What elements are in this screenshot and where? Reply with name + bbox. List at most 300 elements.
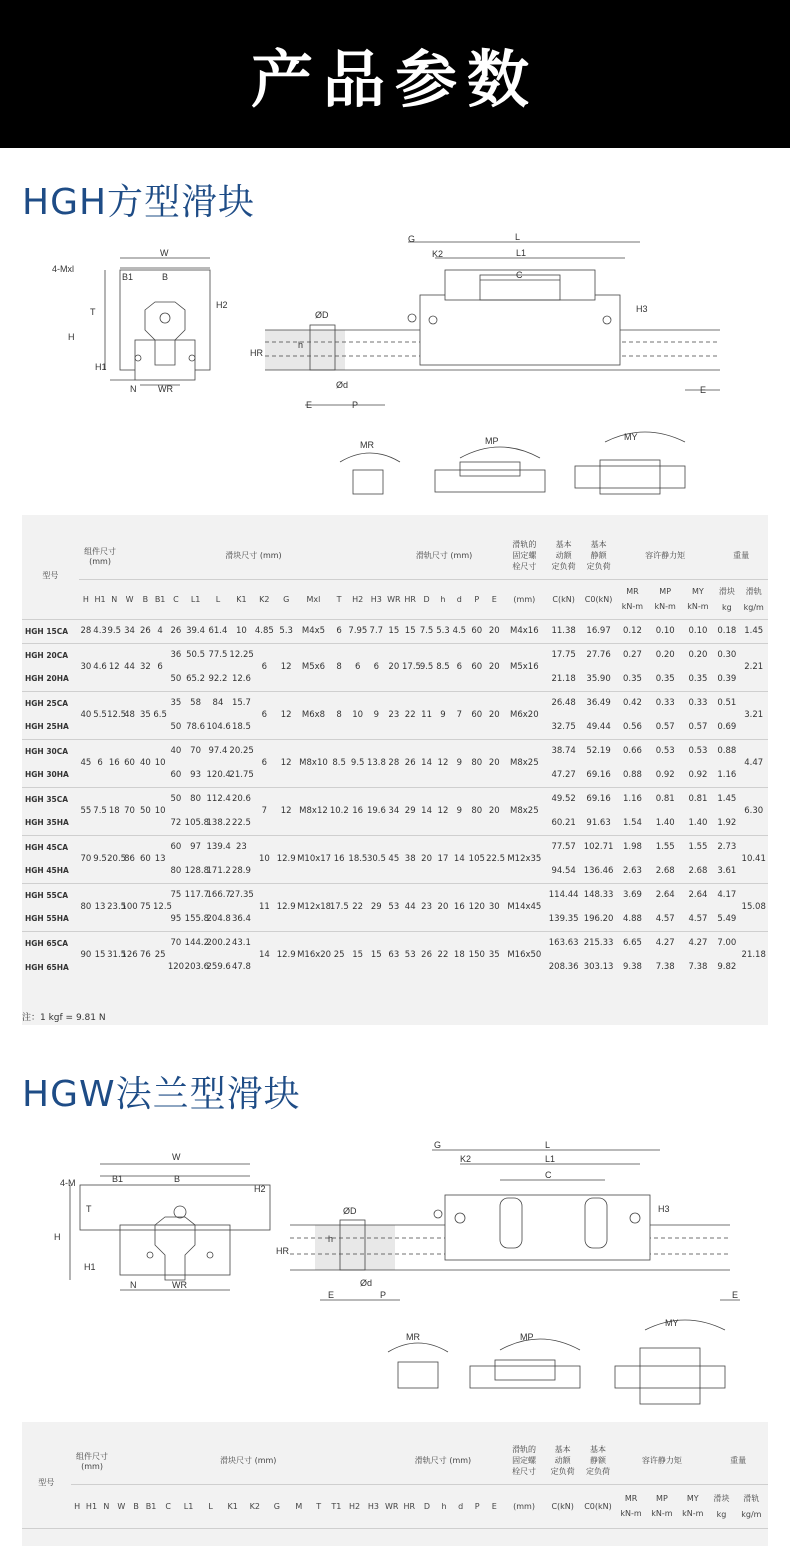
value-cell: 61.4: [207, 619, 230, 643]
label-H2: H2: [216, 300, 228, 310]
hgw-subcol-4: B: [129, 1484, 143, 1528]
shared-cell: 14: [451, 835, 467, 883]
hgw-subcol-15: H2: [345, 1484, 364, 1528]
value-cell: M4x16: [503, 619, 547, 643]
shared-cell: 6: [153, 643, 167, 691]
shared-cell: 29: [402, 787, 418, 835]
value-cell: 0.92: [688, 769, 708, 780]
model-cell: HGH 15CA: [22, 619, 79, 643]
value-cell: 16.97: [581, 619, 616, 643]
value-cell: 0.35: [655, 673, 675, 684]
shared-cell: 10: [153, 739, 167, 787]
hgh-subcol-19: h: [435, 579, 451, 619]
model-cell: HGH 45CA: [22, 835, 79, 859]
hgw-subcol-13: T: [310, 1484, 328, 1528]
shared-cell: 10: [153, 787, 167, 835]
hgw-grp-dyn: 基本 动额 定负荷: [545, 1438, 580, 1484]
label-H3: H3: [636, 304, 648, 314]
value-cell: 60: [170, 769, 182, 780]
value-cell: 60.21: [551, 817, 576, 828]
shared-cell: 120: [468, 883, 487, 931]
shared-cell: 14: [253, 931, 275, 979]
table-row: [22, 739, 768, 763]
hgw-subcol-29: MY kN-m: [677, 1484, 708, 1528]
shared-cell: 7.5: [93, 787, 107, 835]
shared-cell: 7: [253, 787, 275, 835]
hgw-subcol-30: 滑块 kg: [708, 1484, 734, 1528]
shared-cell: 10: [253, 835, 275, 883]
value-cell: 139.35: [548, 913, 579, 924]
shared-cell: M16x50: [503, 931, 547, 979]
hgh-grp-weight: 重量: [714, 533, 768, 579]
shared-cell: 20: [486, 643, 502, 691]
value-cell: 27.76: [581, 643, 616, 667]
shared-cell: 20: [435, 883, 451, 931]
shared-cell: 9.5: [418, 643, 434, 691]
hgw-label-d: Ød: [360, 1278, 373, 1288]
value-cell: 4.5: [451, 619, 467, 643]
hgw-grp-assembly: 组件尺寸 (mm): [71, 1438, 114, 1484]
hgw-subcol-9: K1: [222, 1484, 244, 1528]
hgh-subcol-16: WR: [386, 579, 402, 619]
shared-cell: 15: [348, 931, 367, 979]
value-cell: 36.49: [581, 691, 616, 715]
value-cell: 136.46: [583, 865, 614, 876]
value-cell: 104.6: [206, 721, 231, 732]
shared-cell: M6x20: [503, 691, 547, 739]
hgw-table-panel: [22, 1422, 768, 1546]
value-cell: 303.13: [583, 962, 614, 972]
shared-cell: 34: [386, 787, 402, 835]
value-cell: 138.2: [206, 817, 231, 828]
value-cell: 1.54: [622, 817, 642, 828]
shared-cell: 6: [253, 691, 275, 739]
shared-cell: 35: [486, 931, 502, 979]
shared-cell: 63: [386, 931, 402, 979]
hgw-subcol-27: MR kN-m: [616, 1484, 647, 1528]
shared-cell: 16: [348, 787, 367, 835]
hgw-spec-table: [22, 1438, 768, 1529]
shared-cell: 7: [451, 691, 467, 739]
hgh-drawing: [40, 230, 740, 500]
value-cell: 4: [153, 619, 167, 643]
value-cell: 117.7: [185, 883, 207, 907]
hgw-grp-block: 滑块尺寸 (mm): [114, 1438, 383, 1484]
value-cell: 28: [79, 619, 93, 643]
hgw-label-E2: E: [732, 1290, 739, 1300]
value-cell: 2.73: [714, 835, 739, 859]
model-cell: HGH 20CA: [22, 643, 79, 667]
hgh-subcol-22: E: [486, 579, 502, 619]
shared-cell: 53: [386, 883, 402, 931]
model-cell: HGH 45HA: [25, 866, 69, 876]
shared-cell: 17.5: [330, 883, 349, 931]
value-cell: 97: [185, 835, 207, 859]
shared-cell: 6: [367, 643, 386, 691]
shared-cell: 76: [138, 931, 153, 979]
shared-cell: 17: [435, 835, 451, 883]
value-cell: 0.33: [682, 691, 715, 715]
shared-cell: 30.5: [367, 835, 386, 883]
shared-cell: 3.21: [739, 691, 768, 739]
model-cell: HGH 55CA: [22, 883, 79, 907]
hgw-subcol-6: C: [159, 1484, 178, 1528]
value-cell: 105.8: [184, 817, 210, 828]
shared-cell: M8x25: [503, 787, 547, 835]
value-cell: 70: [185, 739, 207, 763]
shared-cell: 60: [468, 691, 487, 739]
shared-cell: 12.9: [275, 835, 297, 883]
value-cell: 65.2: [186, 673, 206, 684]
value-cell: 0.88: [622, 769, 642, 780]
hgw-subcol-19: D: [418, 1484, 436, 1528]
shared-cell: M8x10: [297, 739, 330, 787]
hgh-subcol-24: C(kN): [546, 579, 581, 619]
shared-cell: M5x16: [503, 643, 547, 691]
shared-cell: M12x35: [503, 835, 547, 883]
hgw-label-B: B: [174, 1174, 181, 1184]
value-cell: 1.16: [616, 787, 649, 811]
model-cell: HGH 30HA: [25, 770, 69, 780]
shared-cell: 6.30: [739, 787, 768, 835]
value-cell: 20.25: [229, 739, 253, 763]
shared-cell: 12: [275, 691, 297, 739]
value-cell: 36: [167, 643, 184, 667]
hgw-subcol-16: H3: [364, 1484, 383, 1528]
hgh-subcol-29: 滑块 kg: [714, 579, 739, 619]
value-cell: 2.64: [649, 883, 682, 907]
value-cell: 4.57: [655, 913, 675, 924]
hgw-subcol-5: B1: [143, 1484, 158, 1528]
shared-cell: 26: [402, 739, 418, 787]
label-N: N: [130, 384, 137, 394]
shared-cell: 53: [402, 931, 418, 979]
value-cell: 0.53: [649, 739, 682, 763]
hgw-subcol-17: WR: [383, 1484, 401, 1528]
value-cell: 139.4: [207, 835, 230, 859]
value-cell: 35: [167, 691, 184, 715]
value-cell: 0.51: [714, 691, 739, 715]
value-cell: 7.38: [655, 962, 675, 972]
shared-cell: 22.5: [486, 835, 502, 883]
value-cell: 40: [167, 739, 184, 763]
hgw-subcol-20: h: [436, 1484, 453, 1528]
value-cell: 1.40: [655, 817, 675, 828]
value-cell: 203.6: [184, 962, 210, 972]
value-cell: 4.88: [622, 913, 642, 924]
value-cell: 259.6: [206, 962, 231, 972]
hgh-subcol-28: MY kN-m: [682, 579, 715, 619]
value-cell: 171.2: [206, 865, 231, 876]
hgh-grp-moment: 容许静力矩: [616, 533, 714, 579]
label-HR: HR: [250, 348, 263, 358]
value-cell: 0.35: [622, 673, 642, 684]
hgh-subcol-10: K2: [253, 579, 275, 619]
label-H: H: [68, 332, 75, 342]
hgw-drawing: [40, 1130, 740, 1410]
hgh-section-title: HGH方型滑块: [22, 182, 256, 223]
value-cell: 0.20: [682, 643, 715, 667]
value-cell: 6: [330, 619, 349, 643]
shared-cell: 50: [138, 787, 153, 835]
value-cell: 47.27: [551, 769, 576, 780]
table-row: [22, 883, 768, 907]
value-cell: 208.36: [548, 962, 579, 972]
value-cell: 155.8: [184, 913, 210, 924]
value-cell: 12.6: [231, 673, 251, 684]
model-cell: HGH 55HA: [25, 914, 69, 924]
shared-cell: 10.2: [330, 787, 349, 835]
value-cell: 70: [167, 931, 184, 955]
value-cell: 28.9: [231, 865, 251, 876]
value-cell: 18.5: [231, 721, 251, 732]
hgh-subcol-21: P: [468, 579, 487, 619]
shared-cell: 20: [486, 691, 502, 739]
table-row: [22, 787, 768, 811]
label-MR: MR: [360, 440, 374, 450]
shared-cell: 20.5: [107, 835, 121, 883]
hgw-side-view: [290, 1150, 740, 1300]
shared-cell: M14x45: [503, 883, 547, 931]
model-cell: HGH 35CA: [22, 787, 79, 811]
label-MY: MY: [624, 432, 638, 442]
value-cell: 200.2: [207, 931, 230, 955]
shared-cell: 11: [418, 691, 434, 739]
shared-cell: 75: [138, 883, 153, 931]
shared-cell: 35: [138, 691, 153, 739]
shared-cell: 15: [93, 931, 107, 979]
value-cell: 49.52: [546, 787, 581, 811]
value-cell: 49.44: [586, 721, 611, 732]
hgh-subcol-15: H3: [367, 579, 386, 619]
value-cell: 0.30: [714, 643, 739, 667]
value-cell: 84: [207, 691, 230, 715]
value-cell: 0.56: [622, 721, 642, 732]
value-cell: 3.69: [616, 883, 649, 907]
shared-cell: 25: [153, 931, 167, 979]
shared-cell: M12x18: [297, 883, 330, 931]
hgh-grp-bolt: 滑轨的 固定螺 栓尺寸: [503, 533, 547, 579]
hgw-label-K2: K2: [460, 1154, 472, 1164]
hgw-label-MY: MY: [665, 1318, 679, 1328]
value-cell: 32.75: [551, 721, 576, 732]
hgh-spec-table: [22, 533, 768, 979]
shared-cell: M8x25: [503, 739, 547, 787]
hgw-subcol-7: L1: [178, 1484, 200, 1528]
shared-cell: 23: [418, 883, 434, 931]
hgw-label-N: N: [130, 1280, 137, 1290]
hgw-label-W: W: [172, 1152, 181, 1162]
shared-cell: 60: [138, 835, 153, 883]
value-cell: 6.65: [616, 931, 649, 955]
shared-cell: 8: [330, 691, 349, 739]
label-H1: H1: [95, 362, 107, 372]
value-cell: 15.7: [229, 691, 253, 715]
value-cell: 26: [167, 619, 184, 643]
hgh-subcol-30: 滑轨 kg/m: [739, 579, 768, 619]
hgw-label-T: T: [86, 1204, 92, 1214]
shared-cell: M8x12: [297, 787, 330, 835]
value-cell: 0.92: [655, 769, 675, 780]
shared-cell: 40: [79, 691, 93, 739]
shared-cell: 70: [121, 787, 137, 835]
value-cell: 7.95: [348, 619, 367, 643]
shared-cell: 9.5: [93, 835, 107, 883]
shared-cell: 18: [107, 787, 121, 835]
shared-cell: 38: [402, 835, 418, 883]
value-cell: 21.18: [551, 673, 576, 684]
shared-cell: 12.5: [153, 883, 167, 931]
hgw-subcol-24: (mm): [503, 1484, 545, 1528]
value-cell: 1.40: [688, 817, 708, 828]
hgw-label-D: ØD: [343, 1206, 357, 1216]
value-cell: 10: [229, 619, 253, 643]
shared-cell: 55: [79, 787, 93, 835]
value-cell: 69.16: [581, 787, 616, 811]
table-row: [22, 835, 768, 859]
value-cell: 5.3: [435, 619, 451, 643]
model-cell: HGH 65HA: [25, 962, 69, 972]
value-cell: 77.5: [207, 643, 230, 667]
hgw-subcol-31: 滑轨 kg/m: [735, 1484, 768, 1528]
value-cell: 77.57: [546, 835, 581, 859]
model-cell: HGH 25HA: [25, 722, 69, 732]
shared-cell: 16: [451, 883, 467, 931]
hgh-grp-assembly: 组件尺寸 (mm): [79, 533, 122, 579]
table-row: [22, 691, 768, 715]
value-cell: 2.64: [682, 883, 715, 907]
shared-cell: 6: [348, 643, 367, 691]
value-cell: 0.10: [682, 619, 715, 643]
hgw-subcol-10: K2: [244, 1484, 266, 1528]
value-cell: 0.12: [616, 619, 649, 643]
shared-cell: 25: [330, 931, 349, 979]
hgh-subcol-25: C0(kN): [581, 579, 616, 619]
value-cell: 4.27: [649, 931, 682, 955]
hgw-label-G: G: [434, 1140, 442, 1150]
hgh-subcol-12: Mxl: [297, 579, 330, 619]
shared-cell: 20: [486, 739, 502, 787]
shared-cell: 9: [451, 739, 467, 787]
hgw-front-view: [70, 1164, 270, 1290]
hgh-subcol-2: N: [107, 579, 121, 619]
value-cell: 4.3: [93, 619, 107, 643]
value-cell: 35.90: [586, 673, 611, 684]
value-cell: 5.3: [275, 619, 297, 643]
value-cell: 0.88: [714, 739, 739, 763]
shared-cell: 48: [121, 691, 137, 739]
shared-cell: 44: [402, 883, 418, 931]
shared-cell: 15.08: [739, 883, 768, 931]
hgh-subcol-8: L: [207, 579, 230, 619]
hgw-label-WR: WR: [172, 1280, 187, 1290]
hgh-subcol-23: (mm): [503, 579, 547, 619]
value-cell: M4x5: [297, 619, 330, 643]
hgw-label-H1: H1: [84, 1262, 96, 1272]
value-cell: 0.53: [682, 739, 715, 763]
value-cell: 2.63: [622, 865, 642, 876]
value-cell: 0.10: [649, 619, 682, 643]
hgw-col-model: 型号: [22, 1438, 71, 1528]
value-cell: 60: [468, 619, 487, 643]
shared-cell: 22: [402, 691, 418, 739]
hgw-grp-rail: 滑轨尺寸 (mm): [383, 1438, 503, 1484]
value-cell: 26: [138, 619, 153, 643]
hgw-label-C: C: [545, 1170, 552, 1180]
hgw-label-H2: H2: [254, 1184, 266, 1194]
shared-cell: 18.5: [348, 835, 367, 883]
value-cell: 114.44: [546, 883, 581, 907]
value-cell: 166.7: [207, 883, 230, 907]
hgh-table-panel: [22, 515, 768, 1025]
hgw-subcol-23: E: [485, 1484, 503, 1528]
shared-cell: 6: [253, 739, 275, 787]
hgh-subcol-1: H1: [93, 579, 107, 619]
hgw-label-B1: B1: [112, 1174, 124, 1184]
hgw-subheader-row: [22, 1484, 768, 1528]
value-cell: 72: [170, 817, 182, 828]
hgw-subcol-12: M: [288, 1484, 310, 1528]
shared-cell: 6: [451, 643, 467, 691]
shared-cell: M5x6: [297, 643, 330, 691]
model-cell: HGH 20HA: [25, 674, 69, 684]
table-row: [22, 931, 768, 955]
hgw-label-E: E: [328, 1290, 335, 1300]
value-cell: 2.68: [688, 865, 708, 876]
hgw-subcol-11: G: [266, 1484, 288, 1528]
value-cell: 1.92: [717, 817, 737, 828]
value-cell: 52.19: [581, 739, 616, 763]
hgh-subcol-18: D: [418, 579, 434, 619]
shared-cell: 8.5: [330, 739, 349, 787]
shared-cell: 31.5: [107, 931, 121, 979]
hgw-subcol-26: C0(kN): [580, 1484, 615, 1528]
value-cell: 95: [170, 913, 182, 924]
shared-cell: 12: [435, 787, 451, 835]
value-cell: 91.63: [586, 817, 611, 828]
value-cell: 36.4: [231, 913, 251, 924]
value-cell: 7.38: [688, 962, 708, 972]
value-cell: 0.57: [655, 721, 675, 732]
value-cell: 23: [229, 835, 253, 859]
banner-title: 产品参数: [250, 42, 539, 116]
shared-cell: 12: [275, 739, 297, 787]
shared-cell: 20: [386, 643, 402, 691]
label-E: E: [306, 400, 313, 410]
value-cell: 4.17: [714, 883, 739, 907]
hgh-front-view: [105, 258, 210, 385]
hgh-subcol-4: B: [138, 579, 153, 619]
shared-cell: 15: [367, 931, 386, 979]
shared-cell: 19.6: [367, 787, 386, 835]
label-D: ØD: [315, 310, 329, 320]
shared-cell: 80: [468, 739, 487, 787]
shared-cell: 150: [468, 931, 487, 979]
value-cell: 1.98: [616, 835, 649, 859]
label-E2: E: [700, 385, 707, 395]
value-cell: 27.35: [229, 883, 253, 907]
shared-cell: 14: [418, 787, 434, 835]
value-cell: 0.20: [649, 643, 682, 667]
hgw-subcol-18: HR: [401, 1484, 419, 1528]
value-cell: 0.81: [649, 787, 682, 811]
shared-cell: 86: [121, 835, 137, 883]
hgh-subcol-13: T: [330, 579, 349, 619]
label-L: L: [515, 232, 521, 242]
shared-cell: 80: [79, 883, 93, 931]
hgw-subcol-1: H1: [84, 1484, 99, 1528]
hgh-grp-dyn: 基本 动额 定负荷: [546, 533, 581, 579]
